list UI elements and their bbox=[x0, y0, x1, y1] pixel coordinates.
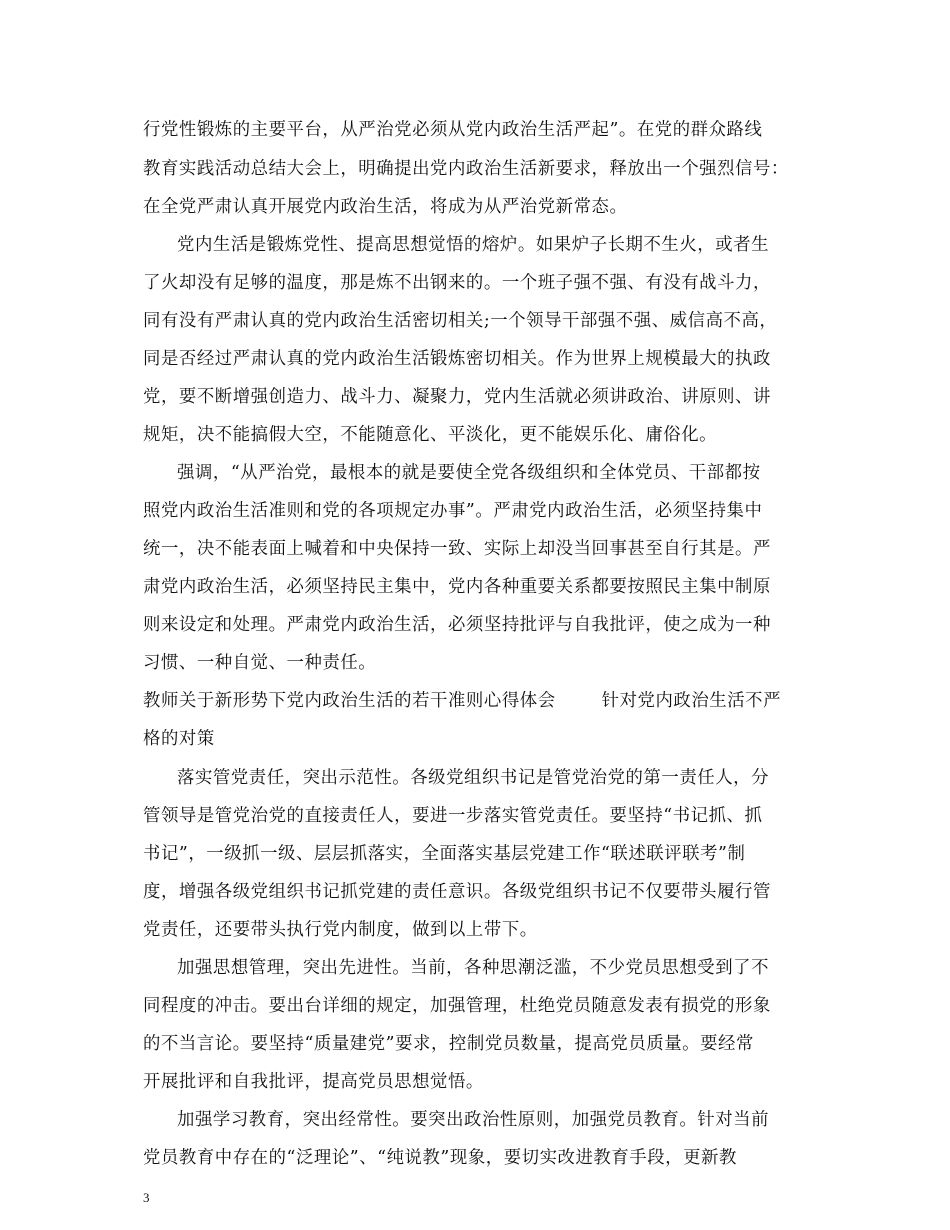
paragraph-line: 统一，决不能表面上喊着和中央保持一致、实际上却没当回事甚至自行其是。严 bbox=[143, 539, 771, 559]
paragraph-line: 党内生活是锻炼党性、提高思想觉悟的熔炉。如果炉子长期不生火，或者生 bbox=[177, 235, 770, 255]
paragraph-line: 管领导是管党治党的直接责任人，要进一步落实管党责任。要坚持“书记抓、抓 bbox=[143, 806, 763, 826]
paragraph-line: 规矩，决不能搞假大空，不能随意化、平淡化，更不能娱乐化、庸俗化。 bbox=[143, 425, 718, 445]
paragraph-line: 了火却没有足够的温度，那是炼不出钢来的。一个班子强不强、有没有战斗力， bbox=[143, 273, 771, 293]
section-heading-right: 针对党内政治生活不严 bbox=[601, 691, 782, 711]
paragraph-line: 加强思想管理，突出先进性。当前，各种思潮泛滥，不少党员思想受到了不 bbox=[177, 958, 770, 978]
paragraph-line: 在全党严肃认真开展党内政治生活，将成为从严治党新常态。 bbox=[143, 197, 628, 217]
page-number: 3 bbox=[143, 1190, 150, 1205]
paragraph-line: 党员教育中存在的“泛理论”、“纯说教”现象，要切实改进教育手段，更新教 bbox=[143, 1148, 737, 1168]
paragraph-line: 肃党内政治生活，必须坚持民主集中，党内各种重要关系都要按照民主集中制原 bbox=[143, 577, 771, 597]
paragraph-line: 度，增强各级党组织书记抓党建的责任意识。各级党组织书记不仅要带头履行管 bbox=[143, 882, 771, 902]
paragraph-line: 习惯、一种自觉、一种责任。 bbox=[143, 653, 377, 673]
paragraph-line: 党，要不断增强创造力、战斗力、凝聚力，党内生活就必须讲政治、讲原则、讲 bbox=[143, 387, 771, 407]
paragraph-line: 教育实践活动总结大会上，明确提出党内政治生活新要求，释放出一个强烈信号： bbox=[143, 159, 789, 179]
paragraph-line: 落实管党责任，突出示范性。各级党组织书记是管党治党的第一责任人，分 bbox=[177, 768, 770, 788]
paragraph-line: 加强学习教育，突出经常性。要突出政治性原则，加强党员教育。针对当前 bbox=[177, 1110, 770, 1130]
paragraph-line: 则来设定和处理。严肃党内政治生活，必须坚持批评与自我批评，使之成为一种 bbox=[143, 615, 771, 635]
paragraph-line: 的不当言论。要坚持“质量建党”要求，控制党员数量，提高党员质量。要经常 bbox=[143, 1034, 754, 1054]
section-heading bbox=[143, 689, 813, 713]
section-heading-left: 教师关于新形势下党内政治生活的若干准则心得体会 bbox=[143, 691, 556, 711]
paragraph-line: 开展批评和自我批评，提高党员思想觉悟。 bbox=[143, 1072, 484, 1092]
section-heading-continued: 格的对策 bbox=[143, 729, 215, 749]
paragraph-line: 党责任，还要带头执行党内制度，做到以上带下。 bbox=[143, 920, 538, 940]
paragraph-line: 同是否经过严肃认真的党内政治生活锻炼密切相关。作为世界上规模最大的执政 bbox=[143, 349, 771, 369]
paragraph-line: 强调，“从严治党，最根本的就是要使全党各级组织和全体党员、干部都按 bbox=[177, 463, 761, 483]
paragraph-line: 书记”，一级抓一级、层层抓落实，全面落实基层党建工作“联述联评联考”制 bbox=[143, 844, 746, 864]
paragraph-line: 行党性锻炼的主要平台，从严治党必须从党内政治生活严起”。在党的群众路线 bbox=[143, 120, 763, 140]
paragraph-line: 同程度的冲击。要出台详细的规定，加强管理，杜绝党员随意发表有损党的形象 bbox=[143, 996, 771, 1016]
paragraph-line: 同有没有严肃认真的党内政治生活密切相关;一个领导干部强不强、威信高不高， bbox=[143, 311, 778, 331]
paragraph-line: 照党内政治生活准则和党的各项规定办事”。严肃党内政治生活，必须坚持集中 bbox=[143, 501, 763, 521]
